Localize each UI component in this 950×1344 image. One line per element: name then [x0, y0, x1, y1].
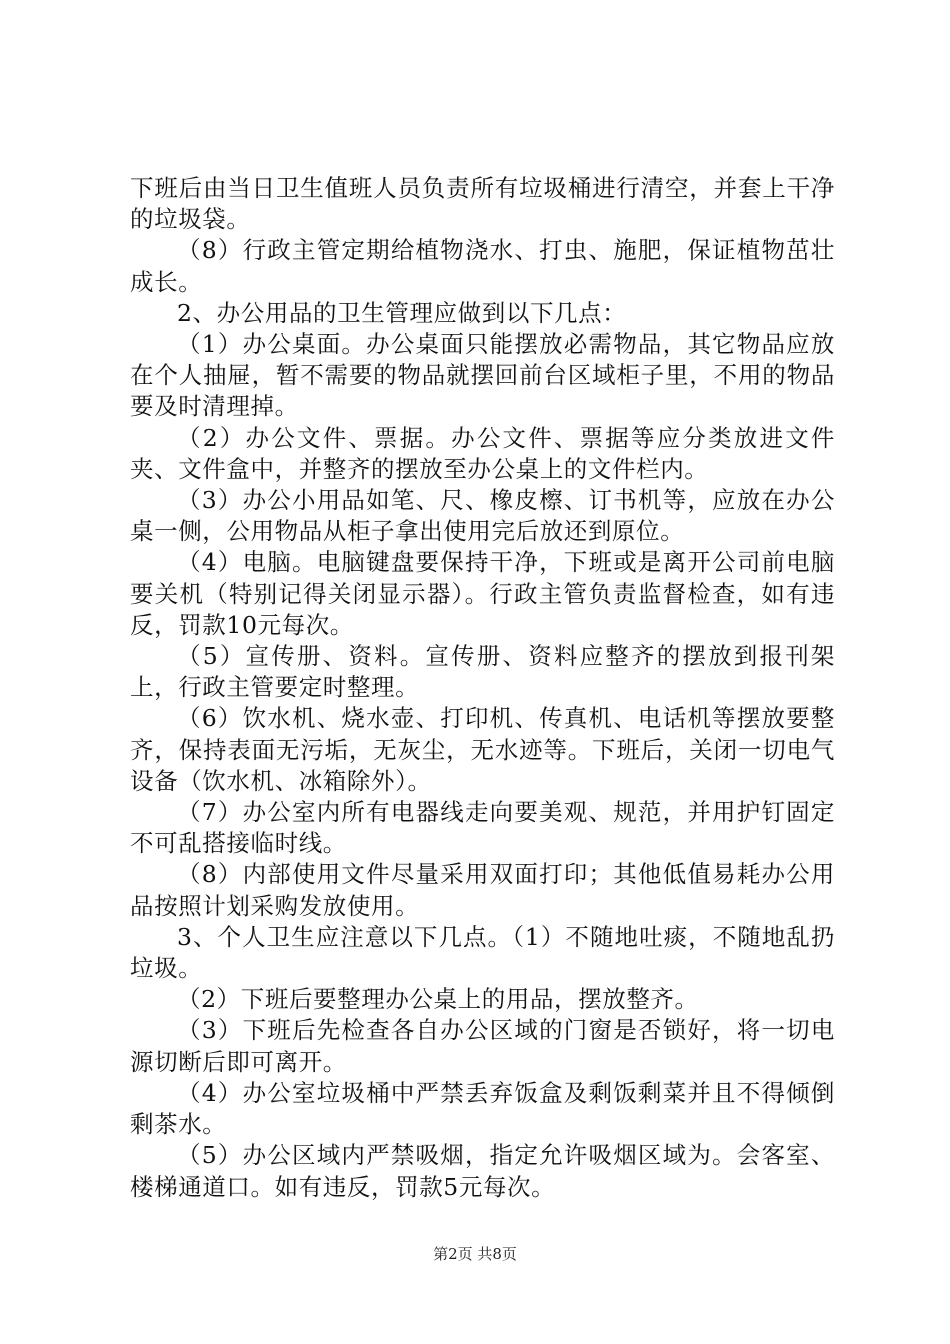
section-heading-office-supplies: 2、办公用品的卫生管理应做到以下几点： — [177, 298, 627, 327]
paragraph-item-4-trash: （4）办公室垃圾桶中严禁丢弃饭盒及剩饭剩菜并且不得倾倒剩茶水。 — [130, 1078, 835, 1139]
paragraph-item-2-documents: （2）办公文件、票据。办公文件、票据等应分类放进文件夹、文件盒中，并整齐的摆放至办公桌上的文件栏内。 — [130, 423, 835, 483]
paragraph-item-4-computer: （4）电脑。电脑键盘要保持干净，下班或是离开公司前电脑要关机（特别记得关闭显示器）。行政主管负责监督检查，如有违反，罚款10元每次。 — [130, 548, 835, 639]
page-number-footer: 第2页 共8页 — [433, 1245, 517, 1263]
paragraph-item-1-desk: （1）办公桌面。办公桌面只能摆放必需物品，其它物品应放在个人抽屉，暂不需要的物品就摆回前台区域柜子里，不用的物品要及时清理掉。 — [130, 330, 835, 421]
paragraph-item-3-lock-doors: （3）下班后先检查各自办公区域的门窗是否锁好，将一切电源切断后即可离开。 — [130, 1016, 835, 1076]
paragraph-item-2-tidy-desk: （2）下班后要整理办公桌上的用品，摆放整齐。 — [177, 985, 699, 1014]
section-heading-personal-hygiene: 3、个人卫生应注意以下几点。（1）不随地吐痰，不随地乱扔垃圾。 — [130, 922, 835, 983]
paragraph-item-5-smoking: （5）办公区域内严禁吸烟，指定允许吸烟区域为。会客室、楼梯通道口。如有违反，罚款5元每次。 — [130, 1141, 835, 1201]
paragraph-continuation: 下班后由当日卫生值班人员负责所有垃圾桶进行清空，并套上干净的垃圾袋。 — [130, 174, 835, 234]
paragraph-item-3-small-supplies: （3）办公小用品如笔、尺、橡皮檫、订书机等，应放在办公桌一侧，公用物品从柜子拿出使用完后放还到原位。 — [130, 486, 835, 546]
paragraph-item-7-wiring: （7）办公室内所有电器线走向要美观、规范，并用护钉固定不可乱搭接临时线。 — [130, 798, 835, 858]
paragraph-item-8-plants: （8）行政主管定期给植物浇水、打虫、施肥，保证植物茁壮成长。 — [130, 236, 835, 296]
paragraph-item-8-printing: （8）内部使用文件尽量采用双面打印；其他低值易耗办公用品按照计划采购发放使用。 — [130, 860, 835, 920]
paragraph-item-5-brochures: （5）宣传册、资料。宣传册、资料应整齐的摆放到报刊架上，行政主管要定时整理。 — [130, 642, 835, 702]
document-body — [130, 173, 835, 1203]
paragraph-item-6-appliances: （6）饮水机、烧水壶、打印机、传真机、电话机等摆放要整齐，保持表面无污垢，无灰尘，无水迹等。下班后，关闭一切电气设备（饮水机、冰箱除外）。 — [130, 704, 835, 795]
